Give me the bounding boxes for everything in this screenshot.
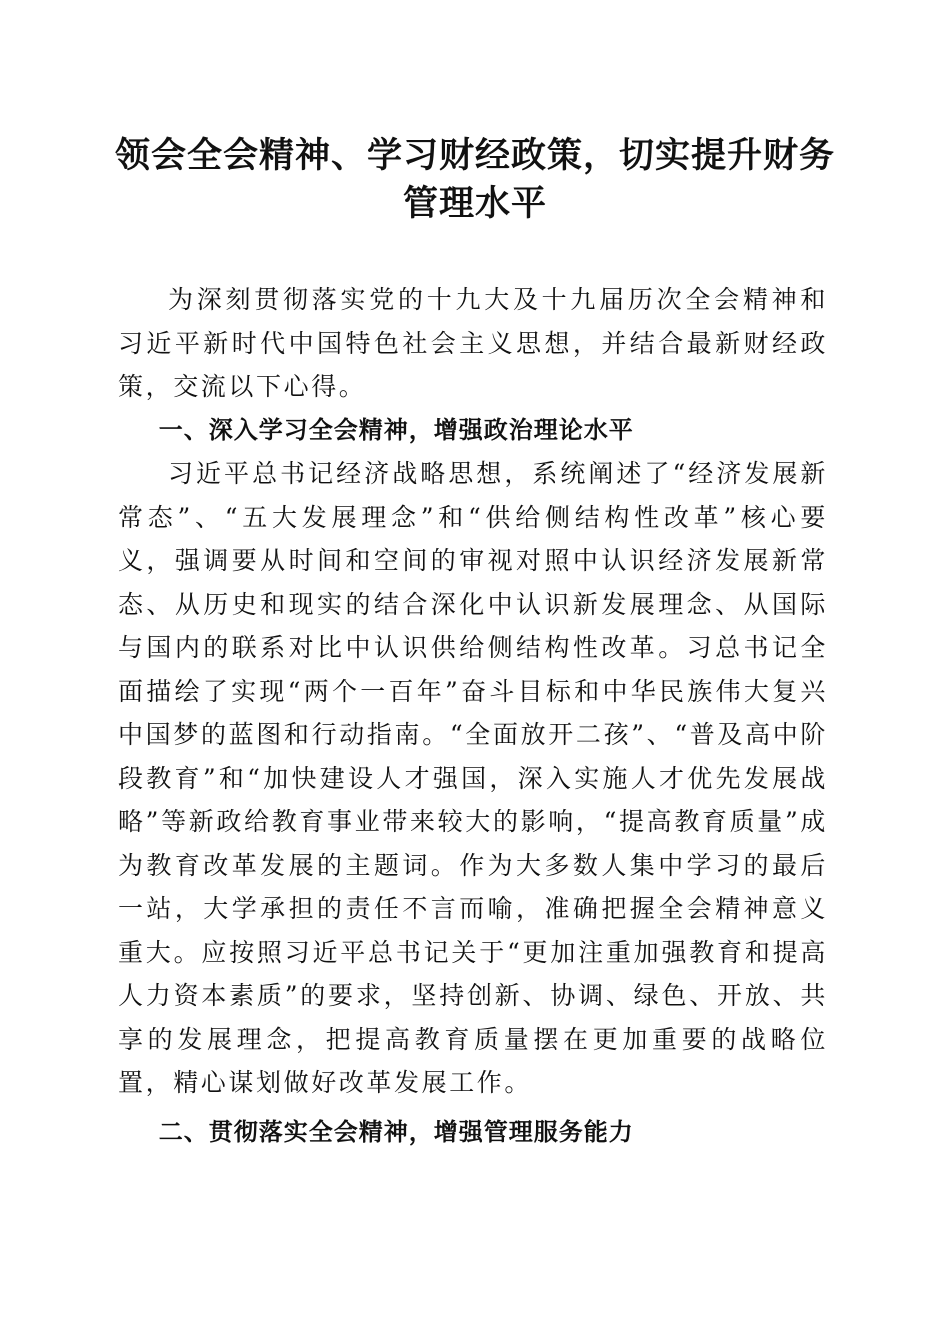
intro-paragraph: 为深刻贯彻落实党的十九大及十九届历次全会精神和习近平新时代中国特色社会主义思想，并结合最新财经政策，交流以下心得。 bbox=[118, 285, 828, 401]
document-body bbox=[118, 278, 828, 1154]
document-title: 领会全会精神、学习财经政策，切实提升财务管理水平 bbox=[114, 135, 835, 224]
section-2-heading: 二、贯彻落实全会精神，增强管理服务能力 bbox=[158, 1117, 634, 1146]
section-1-paragraph: 习近平总书记经济战略思想，系统阐述了“经济发展新常态”、“五大发展理念”和“供给侧结构性改革”核心要义，强调要从时间和空间的审视对照中认识经济发展新常态、从历史和现实的结合深化中认识新发展理念、从国际与国内的联系对比中认识供给侧结构性改革。习总书记全面描绘了实现“两个一百年”奋斗目标和中华民族伟大复兴中国梦的蓝图和行动指南。“全面放开二孩”、“普及高中阶段教育”和“加快建设人才强国，深入实施人才优先发展战略”等新政给教育事业带来较大的影响，“提高教育质量”成为教育改革发展的主题词。作为大多数人集中学习的最后一站，大学承担的责任不言而喻，准确把握全会精神意义重大。应按照习近平总书记关于“更加注重加强教育和提高人力资本素质”的要求，坚持创新、协调、绿色、开放、共享的发展理念，把提高教育质量摆在更加重要的战略位置，精心谋划做好改革发展工作。 bbox=[118, 459, 828, 1097]
section-1-heading: 一、深入学习全会精神，增强政治理论水平 bbox=[158, 415, 634, 444]
